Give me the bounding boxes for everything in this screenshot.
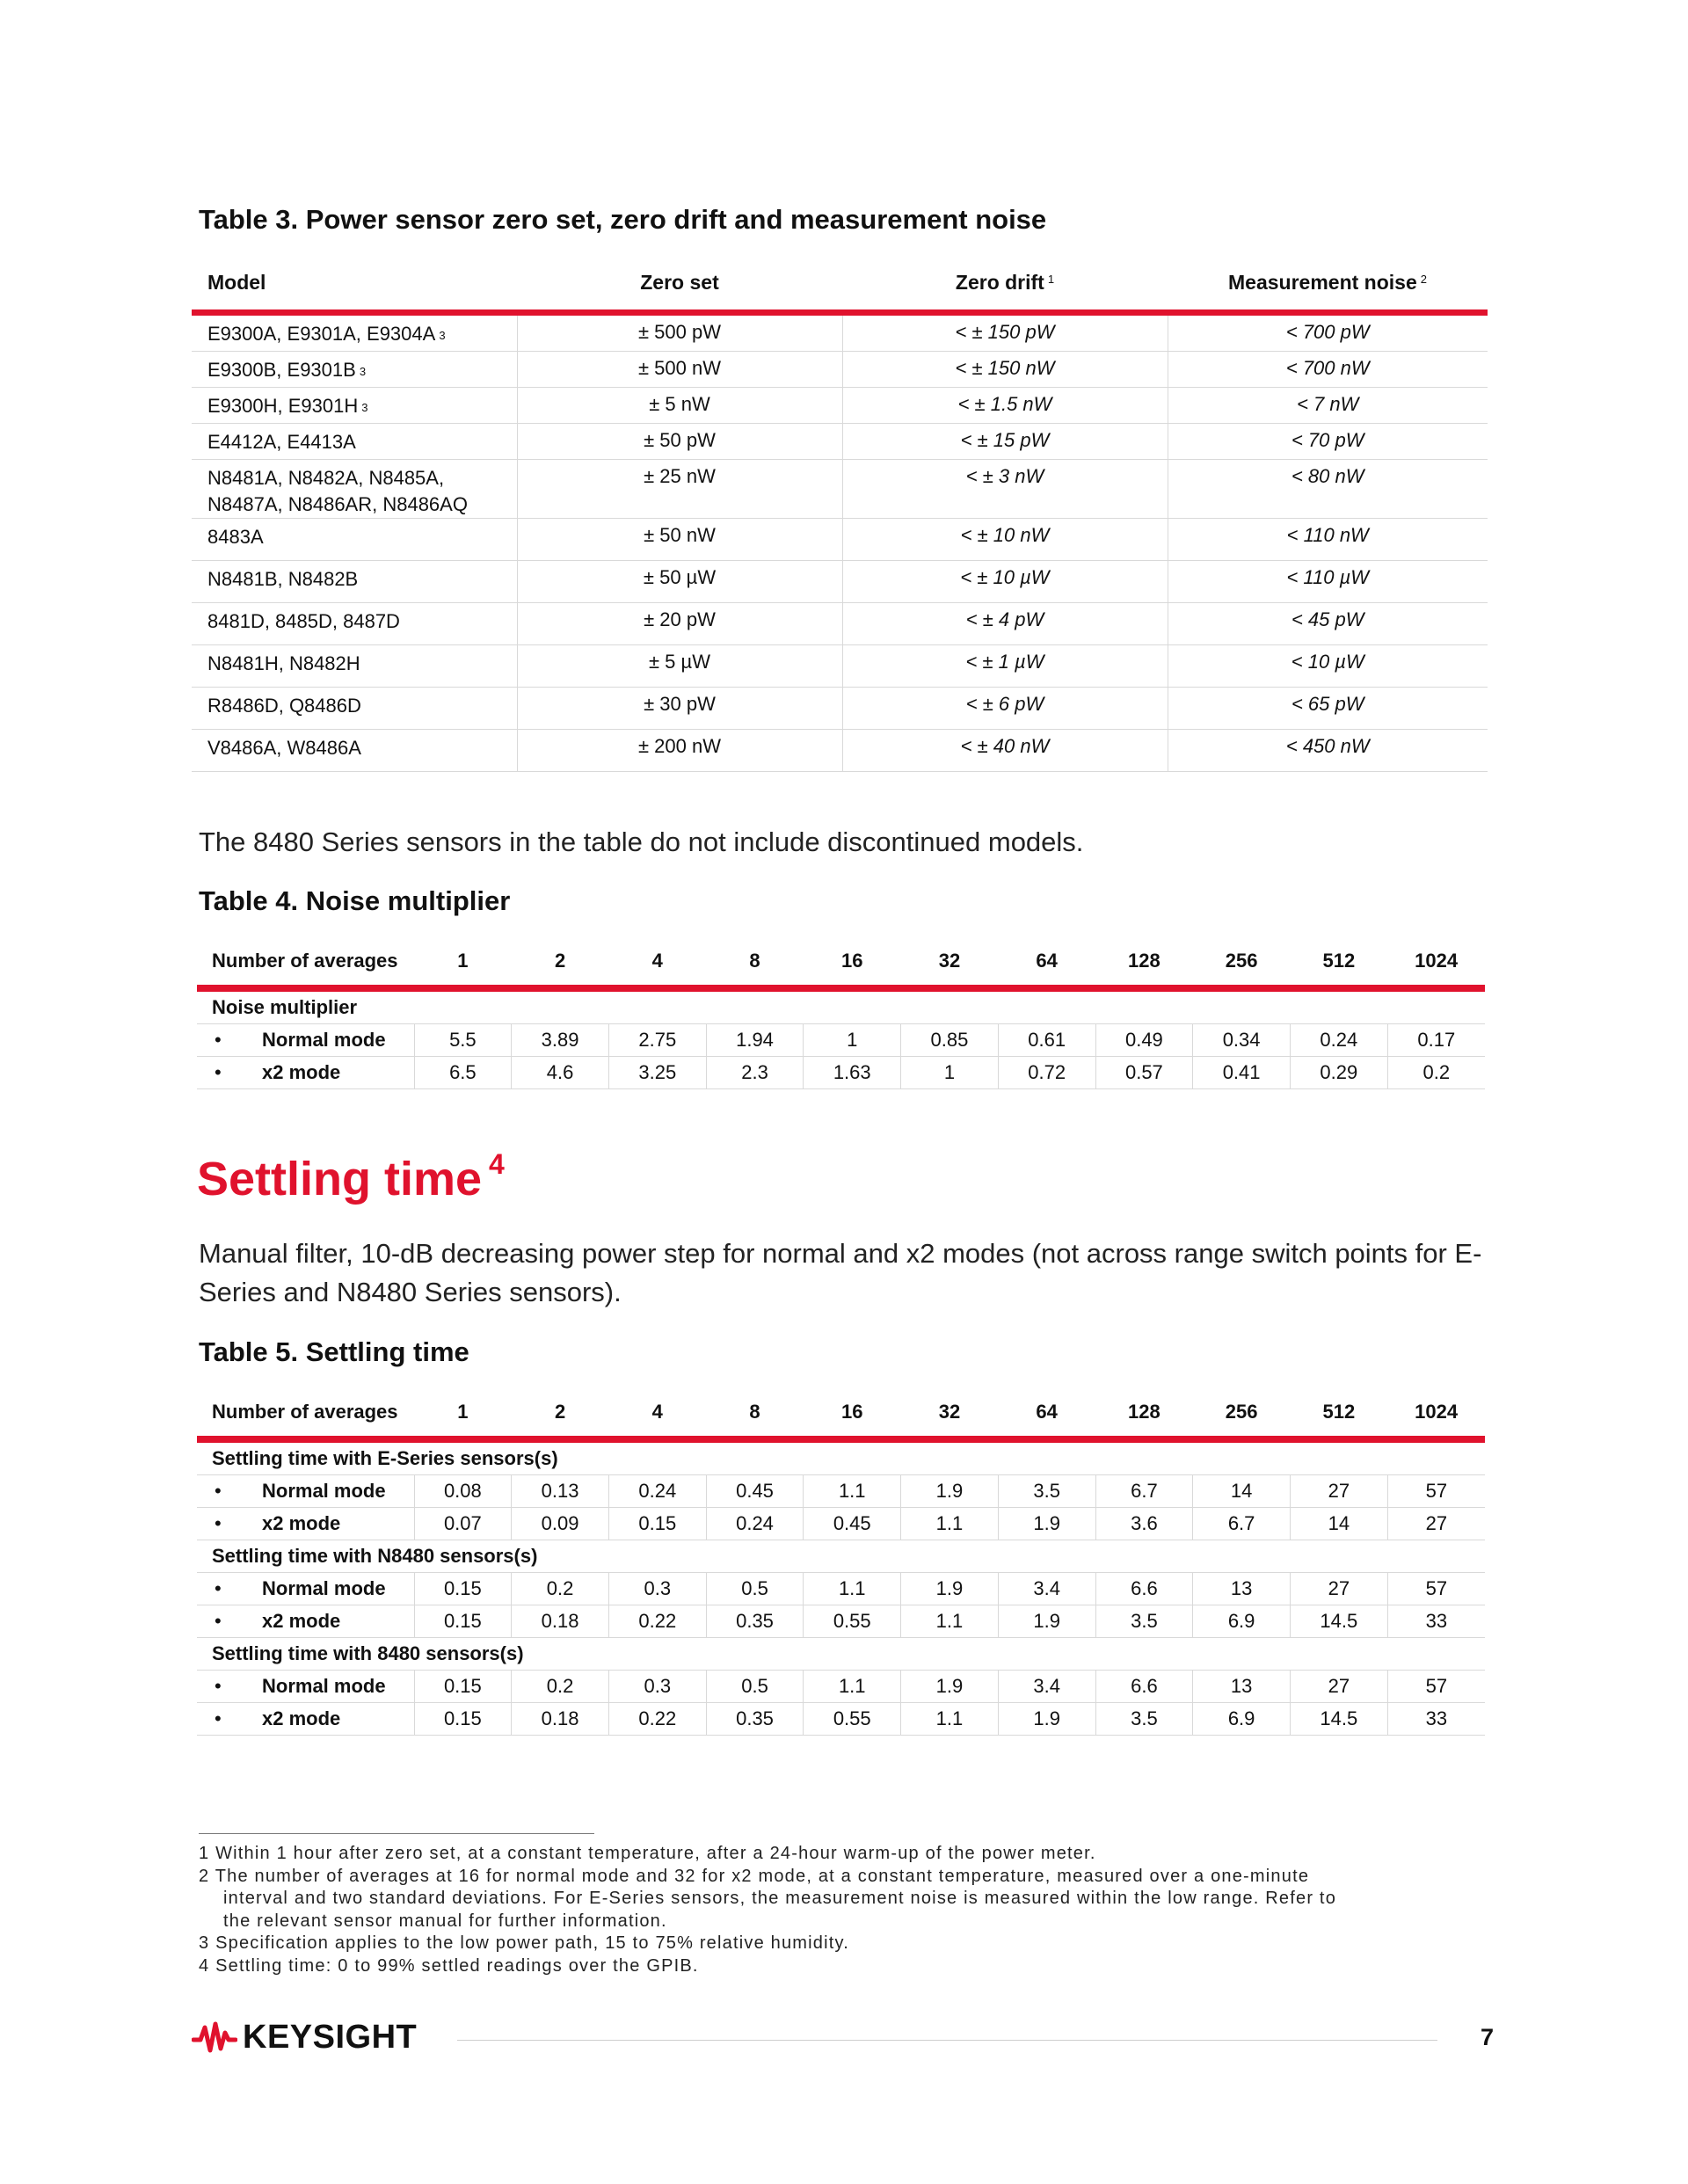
value-cell: 3.4: [998, 1671, 1095, 1703]
settling-description: Manual filter, 10-dB decreasing power step for normal and x2 modes (not across range switch points for E-Series and N8480 Series sensors).: [199, 1238, 1482, 1307]
table-row: [197, 1475, 1485, 1508]
value-cell: 0.18: [512, 1703, 609, 1736]
col-header-average-count: 4: [608, 1392, 706, 1439]
col-header-average-count: 1024: [1387, 1392, 1485, 1439]
model-cell: 8481D, 8485D, 8487D: [192, 603, 517, 645]
table-row: [192, 561, 1488, 603]
value-cell: 13: [1193, 1573, 1291, 1605]
zero-drift-cell: < ± 15 pW: [842, 424, 1168, 460]
value-cell: 0.72: [998, 1057, 1095, 1089]
table-row: [192, 519, 1488, 561]
zero-drift-cell: < ± 10 µW: [842, 561, 1168, 603]
value-cell: 0.17: [1387, 1024, 1485, 1057]
zero-set-cell: ± 500 pW: [517, 313, 842, 352]
zero-set-cell: ± 5 nW: [517, 388, 842, 424]
value-cell: 1.9: [901, 1573, 999, 1605]
mode-label: Normal mode: [262, 1480, 386, 1502]
footnote-line: 2 The number of averages at 16 for normal mode and 32 for x2 mode, at a constant temperature, measured over a one-minute: [199, 1866, 1310, 1886]
value-cell: 0.85: [901, 1024, 999, 1057]
model-cell: E9300B, E9301B $^3$: [192, 352, 517, 388]
footnote-line: 1 Within 1 hour after zero set, at a constant temperature, after a 24-hour warm-up of the power meter.: [199, 1844, 1096, 1863]
value-cell: 0.24: [1290, 1024, 1387, 1057]
table-row: [192, 688, 1488, 730]
value-cell: 0.55: [804, 1703, 901, 1736]
value-cell: 1.9: [998, 1703, 1095, 1736]
col-header-average-count: 4: [608, 941, 706, 988]
bullet: •: [215, 1675, 222, 1697]
zero-set-cell: ± 50 µW: [517, 561, 842, 603]
value-cell: 1.9: [998, 1605, 1095, 1638]
mode-label-cell: [197, 1475, 414, 1508]
value-cell: 3.6: [1095, 1508, 1193, 1540]
col-header-average-count: 1024: [1387, 941, 1485, 988]
section-label: Settling time with E-Series sensors(s): [197, 1439, 1485, 1475]
zero-set-cell: ± 50 nW: [517, 519, 842, 561]
mode-label: Normal mode: [262, 1029, 386, 1051]
col-header-number-of-averages: Number of averages: [197, 1392, 414, 1439]
bullet: •: [215, 1610, 222, 1632]
footnote-line: 3 Specification applies to the low power path, 15 to 75% relative humidity.: [199, 1933, 849, 1953]
footer-divider: [457, 2040, 1437, 2041]
footnote-divider: [199, 1833, 594, 1834]
zero-set-cell: ± 500 nW: [517, 352, 842, 388]
value-cell: 27: [1387, 1508, 1485, 1540]
value-cell: 3.25: [608, 1057, 706, 1089]
section-row: [197, 988, 1485, 1024]
table-row: [192, 424, 1488, 460]
section-row: [197, 1540, 1485, 1573]
value-cell: 0.08: [414, 1475, 512, 1508]
value-cell: 0.29: [1290, 1057, 1387, 1089]
model-cell: 8483A: [192, 519, 517, 561]
col-header-average-count: 512: [1290, 941, 1387, 988]
model-cell: R8486D, Q8486D: [192, 688, 517, 730]
model-cell: E9300H, E9301H $^3$: [192, 388, 517, 424]
table-row: [197, 1703, 1485, 1736]
table5-header-row: [197, 1392, 1485, 1439]
brand-name: KEYSIGHT: [243, 2019, 418, 2056]
value-cell: 57: [1387, 1671, 1485, 1703]
measurement-noise-cell: < 10 µW: [1168, 645, 1488, 688]
value-cell: 0.3: [608, 1671, 706, 1703]
col-header-average-count: 16: [804, 1392, 901, 1439]
value-cell: 0.35: [706, 1703, 804, 1736]
footnote-line: 4 Settling time: 0 to 99% settled readings over the GPIB.: [199, 1955, 699, 1976]
value-cell: 1.1: [901, 1508, 999, 1540]
footnote-ref: 2: [1420, 273, 1427, 286]
value-cell: 0.2: [1387, 1057, 1485, 1089]
footnote-ref: 1: [1047, 273, 1055, 286]
col-header-average-count: 64: [998, 1392, 1095, 1439]
bullet: •: [215, 1480, 222, 1502]
bullet: •: [215, 1707, 222, 1729]
value-cell: 0.45: [804, 1508, 901, 1540]
measurement-noise-cell: < 110 µW: [1168, 561, 1488, 603]
footnote-ref: 3: [359, 365, 367, 378]
bullet: •: [215, 1029, 222, 1051]
col-header-average-count: 128: [1095, 1392, 1193, 1439]
zero-set-cell: ± 30 pW: [517, 688, 842, 730]
value-cell: 5.5: [414, 1024, 512, 1057]
value-cell: 1.1: [901, 1703, 999, 1736]
table-row: [192, 460, 1488, 519]
mode-label-cell: [197, 1671, 414, 1703]
zero-set-cell: ± 5 µW: [517, 645, 842, 688]
col-header-average-count: 32: [901, 941, 999, 988]
table-row: [192, 352, 1488, 388]
footnotes: [199, 1843, 1491, 1977]
value-cell: 1.1: [804, 1475, 901, 1508]
value-cell: 27: [1290, 1573, 1387, 1605]
mode-label-cell: [197, 1703, 414, 1736]
footnote-ref: 3: [361, 401, 368, 414]
mode-label-cell: [197, 1508, 414, 1540]
value-cell: 1: [901, 1057, 999, 1089]
value-cell: 2.3: [706, 1057, 804, 1089]
value-cell: 27: [1290, 1475, 1387, 1508]
value-cell: 0.15: [414, 1605, 512, 1638]
value-cell: 0.22: [608, 1605, 706, 1638]
value-cell: 0.55: [804, 1605, 901, 1638]
model-cell: E4412A, E4413A: [192, 424, 517, 460]
value-cell: 1.1: [804, 1573, 901, 1605]
value-cell: 2.75: [608, 1024, 706, 1057]
measurement-noise-cell: < 70 pW: [1168, 424, 1488, 460]
col-header-average-count: 2: [512, 941, 609, 988]
table-row: [197, 1024, 1485, 1057]
bullet: •: [215, 1512, 222, 1534]
value-cell: 27: [1290, 1671, 1387, 1703]
value-cell: 57: [1387, 1475, 1485, 1508]
zero-set-cell: ± 200 nW: [517, 730, 842, 772]
value-cell: 0.13: [512, 1475, 609, 1508]
table-row: [192, 730, 1488, 772]
footnote-line: the relevant sensor manual for further information.: [223, 1911, 667, 1931]
zero-drift-cell: < ± 4 pW: [842, 603, 1168, 645]
section-label: Settling time with N8480 sensors(s): [197, 1540, 1485, 1573]
value-cell: 1.1: [901, 1605, 999, 1638]
table4: [197, 941, 1485, 1089]
col-header-average-count: 32: [901, 1392, 999, 1439]
footnote-ref: 4: [489, 1148, 505, 1180]
col-header-average-count: 2: [512, 1392, 609, 1439]
table3: [192, 264, 1488, 772]
mode-label: Normal mode: [262, 1675, 386, 1697]
footnote-line: interval and two standard deviations. For E-Series sensors, the measurement noise is measured within the low range. Refer to: [223, 1889, 1337, 1908]
table-row: [197, 1671, 1485, 1703]
model-cell: N8481H, N8482H: [192, 645, 517, 688]
model-cell: E9300A, E9301A, E9304A $^3$: [192, 313, 517, 352]
table-row: [197, 1605, 1485, 1638]
value-cell: 6.9: [1193, 1703, 1291, 1736]
measurement-noise-cell: < 65 pW: [1168, 688, 1488, 730]
value-cell: 6.6: [1095, 1671, 1193, 1703]
series-note: The 8480 Series sensors in the table do not include discontinued models.: [199, 826, 1084, 857]
value-cell: 0.15: [414, 1703, 512, 1736]
table-row: [192, 645, 1488, 688]
measurement-noise-cell: < 80 nW: [1168, 460, 1488, 519]
section-row: [197, 1638, 1485, 1671]
table3-header-row: [192, 264, 1488, 313]
value-cell: 3.89: [512, 1024, 609, 1057]
mode-label: x2 mode: [262, 1061, 341, 1083]
value-cell: 1.63: [804, 1057, 901, 1089]
zero-drift-cell: < ± 10 nW: [842, 519, 1168, 561]
value-cell: 1.9: [901, 1671, 999, 1703]
mode-label-cell: [197, 1605, 414, 1638]
footnote-ref: 3: [439, 329, 446, 342]
value-cell: 13: [1193, 1671, 1291, 1703]
col-header-average-count: 1: [414, 941, 512, 988]
measurement-noise-cell: < 7 nW: [1168, 388, 1488, 424]
table4-header-row: [197, 941, 1485, 988]
value-cell: 1.94: [706, 1024, 804, 1057]
zero-drift-cell: < ± 1 µW: [842, 645, 1168, 688]
zero-drift-cell: < ± 40 nW: [842, 730, 1168, 772]
value-cell: 0.34: [1193, 1024, 1291, 1057]
value-cell: 0.57: [1095, 1057, 1193, 1089]
value-cell: 0.2: [512, 1573, 609, 1605]
keysight-logo: [192, 2019, 417, 2057]
value-cell: 0.5: [706, 1671, 804, 1703]
measurement-noise-cell: < 450 nW: [1168, 730, 1488, 772]
table-row: [192, 313, 1488, 352]
value-cell: 1.9: [998, 1508, 1095, 1540]
value-cell: 6.5: [414, 1057, 512, 1089]
measurement-noise-cell: < 45 pW: [1168, 603, 1488, 645]
zero-drift-cell: < ± 6 pW: [842, 688, 1168, 730]
table-row: [192, 388, 1488, 424]
model-cell: N8481B, N8482B: [192, 561, 517, 603]
value-cell: 0.15: [414, 1671, 512, 1703]
col-header-average-count: 1: [414, 1392, 512, 1439]
value-cell: 0.24: [608, 1475, 706, 1508]
bullet: •: [215, 1061, 222, 1083]
zero-drift-cell: < ± 3 nW: [842, 460, 1168, 519]
keysight-wave-icon: [192, 2020, 237, 2056]
zero-drift-cell: < ± 150 pW: [842, 313, 1168, 352]
zero-set-cell: ± 50 pW: [517, 424, 842, 460]
value-cell: 3.5: [1095, 1605, 1193, 1638]
value-cell: 0.15: [414, 1573, 512, 1605]
value-cell: 0.41: [1193, 1057, 1291, 1089]
value-cell: 0.49: [1095, 1024, 1193, 1057]
value-cell: 0.18: [512, 1605, 609, 1638]
table-row: [192, 603, 1488, 645]
table4-title: Table 4. Noise multiplier: [199, 885, 511, 916]
value-cell: 6.7: [1193, 1508, 1291, 1540]
value-cell: 0.22: [608, 1703, 706, 1736]
col-header-average-count: 256: [1193, 941, 1291, 988]
value-cell: 0.3: [608, 1573, 706, 1605]
mode-label-cell: [197, 1057, 414, 1089]
zero-drift-cell: < ± 1.5 nW: [842, 388, 1168, 424]
section-label: Noise multiplier: [197, 988, 1485, 1024]
value-cell: 4.6: [512, 1057, 609, 1089]
value-cell: 6.7: [1095, 1475, 1193, 1508]
bullet: •: [215, 1577, 222, 1599]
value-cell: 6.9: [1193, 1605, 1291, 1638]
col-header-average-count: 16: [804, 941, 901, 988]
value-cell: 1: [804, 1024, 901, 1057]
mode-label-cell: [197, 1573, 414, 1605]
value-cell: 0.2: [512, 1671, 609, 1703]
value-cell: 0.09: [512, 1508, 609, 1540]
value-cell: 57: [1387, 1573, 1485, 1605]
model-cell: V8486A, W8486A: [192, 730, 517, 772]
mode-label: Normal mode: [262, 1577, 386, 1599]
value-cell: 3.5: [998, 1475, 1095, 1508]
table5: [197, 1392, 1485, 1736]
mode-label: x2 mode: [262, 1610, 341, 1632]
table-row: [197, 1057, 1485, 1089]
value-cell: 1.1: [804, 1671, 901, 1703]
measurement-noise-cell: < 110 nW: [1168, 519, 1488, 561]
page-number: 7: [1481, 2024, 1495, 2050]
table3-title: Table 3. Power sensor zero set, zero drift and measurement noise: [199, 204, 1047, 235]
mode-label: x2 mode: [262, 1707, 341, 1729]
zero-drift-cell: < ± 150 nW: [842, 352, 1168, 388]
value-cell: 0.15: [608, 1508, 706, 1540]
value-cell: 14.5: [1290, 1605, 1387, 1638]
value-cell: 14: [1290, 1508, 1387, 1540]
measurement-noise-cell: < 700 nW: [1168, 352, 1488, 388]
section-label: Settling time with 8480 sensors(s): [197, 1638, 1485, 1671]
col-header-model: Model: [192, 264, 517, 313]
col-header-zero-drift: Zero drift $^1$: [842, 264, 1168, 313]
value-cell: 0.5: [706, 1573, 804, 1605]
value-cell: 3.4: [998, 1573, 1095, 1605]
value-cell: 1.9: [901, 1475, 999, 1508]
table-row: [197, 1573, 1485, 1605]
col-header-average-count: 64: [998, 941, 1095, 988]
zero-set-cell: ± 20 pW: [517, 603, 842, 645]
mode-label: x2 mode: [262, 1512, 341, 1534]
col-header-average-count: 128: [1095, 941, 1193, 988]
col-header-average-count: 512: [1290, 1392, 1387, 1439]
section-heading-settling-time: Settling time $^4$: [197, 1148, 505, 1205]
col-header-average-count: 256: [1193, 1392, 1291, 1439]
mode-label-cell: [197, 1024, 414, 1057]
value-cell: 3.5: [1095, 1703, 1193, 1736]
section-row: [197, 1439, 1485, 1475]
value-cell: 0.61: [998, 1024, 1095, 1057]
col-header-average-count: 8: [706, 1392, 804, 1439]
value-cell: 14.5: [1290, 1703, 1387, 1736]
col-header-average-count: 8: [706, 941, 804, 988]
measurement-noise-cell: < 700 pW: [1168, 313, 1488, 352]
col-header-measurement-noise: Measurement noise $^2$: [1168, 264, 1488, 313]
value-cell: 33: [1387, 1703, 1485, 1736]
value-cell: 33: [1387, 1605, 1485, 1638]
table-row: [197, 1508, 1485, 1540]
col-header-number-of-averages: Number of averages: [197, 941, 414, 988]
value-cell: 0.45: [706, 1475, 804, 1508]
col-header-zero-set: Zero set: [517, 264, 842, 313]
table5-title: Table 5. Settling time: [199, 1336, 469, 1367]
zero-set-cell: ± 25 nW: [517, 460, 842, 519]
value-cell: 14: [1193, 1475, 1291, 1508]
value-cell: 6.6: [1095, 1573, 1193, 1605]
value-cell: 0.07: [414, 1508, 512, 1540]
model-cell: N8481A, N8482A, N8485A, N8487A, N8486AR, N8486AQ: [192, 460, 517, 519]
value-cell: 0.35: [706, 1605, 804, 1638]
value-cell: 0.24: [706, 1508, 804, 1540]
